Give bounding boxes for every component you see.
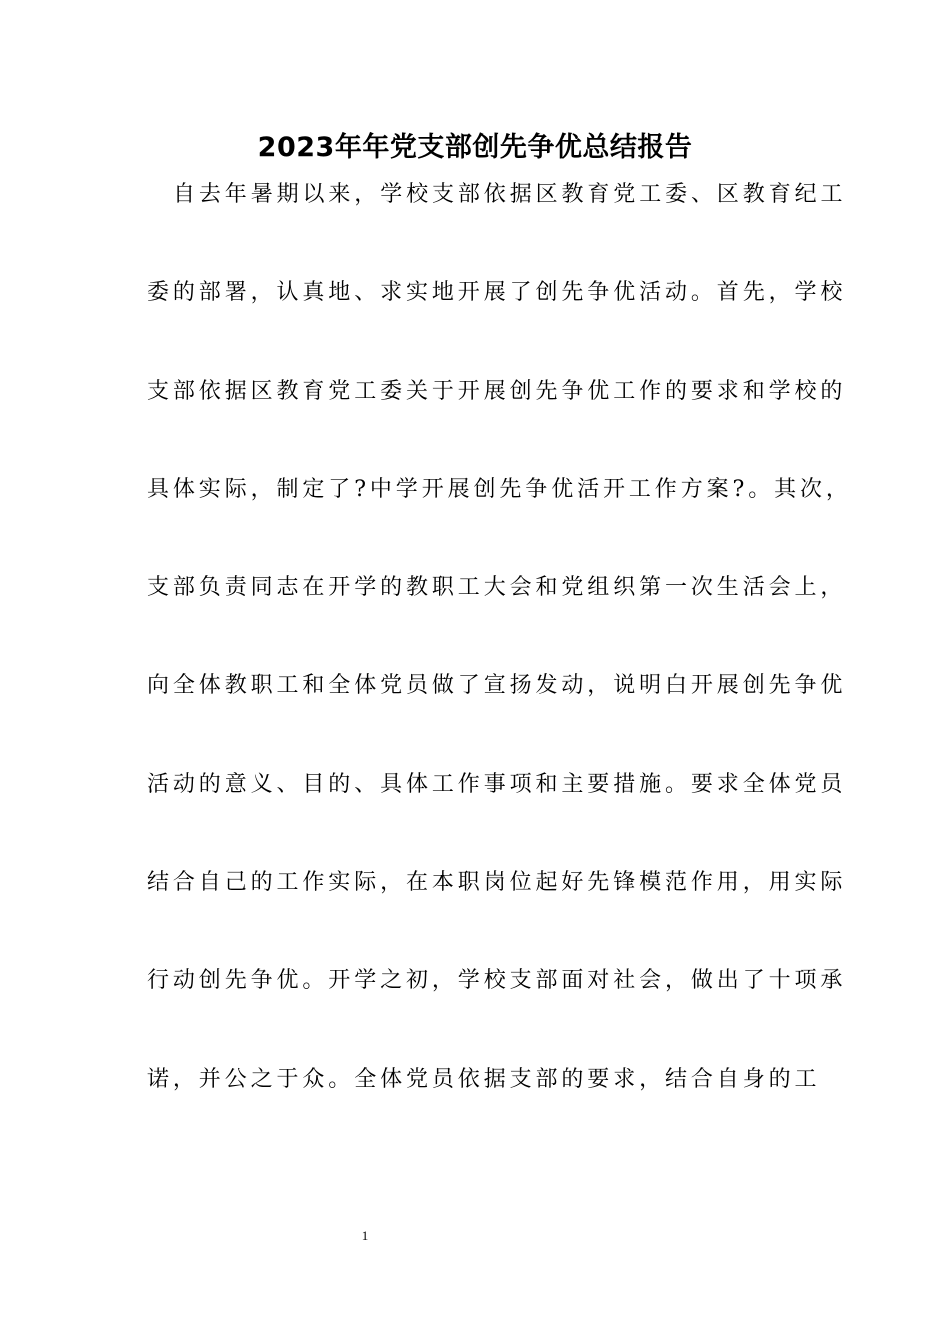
- body-line: 具体实际，制定了?中学开展创先争优活开工作方案?。其次，: [147, 476, 852, 502]
- body-line: 委的部署，认真地、求实地开展了创先争优活动。首先，学校: [147, 280, 847, 306]
- body-line: 支部依据区教育党工委关于开展创先争优工作的要求和学校的: [147, 378, 847, 404]
- page-number: 1: [361, 1228, 369, 1243]
- body-line: 活动的意义、目的、具体工作事项和主要措施。要求全体党员: [147, 771, 847, 797]
- document-body: [147, 170, 852, 1153]
- body-line: 支部负责同志在开学的教职工大会和党组织第一次生活会上，: [147, 575, 847, 601]
- body-line: 向全体教职工和全体党员做了宣扬发动，说明白开展创先争优: [147, 673, 847, 699]
- body-line: 自去年暑期以来，学校支部依据区教育党工委、区教育纪工: [173, 182, 847, 207]
- body-line: 结合自己的工作实际，在本职岗位起好先锋模范作用，用实际: [147, 870, 847, 896]
- body-line: 诺，并公之于众。全体党员依据支部的要求，结合自身的工: [147, 1066, 821, 1092]
- document-title: 2023年年党支部创先争优总结报告: [257, 132, 693, 163]
- body-line: 行动创先争优。开学之初，学校支部面对社会，做出了十项承: [147, 968, 847, 994]
